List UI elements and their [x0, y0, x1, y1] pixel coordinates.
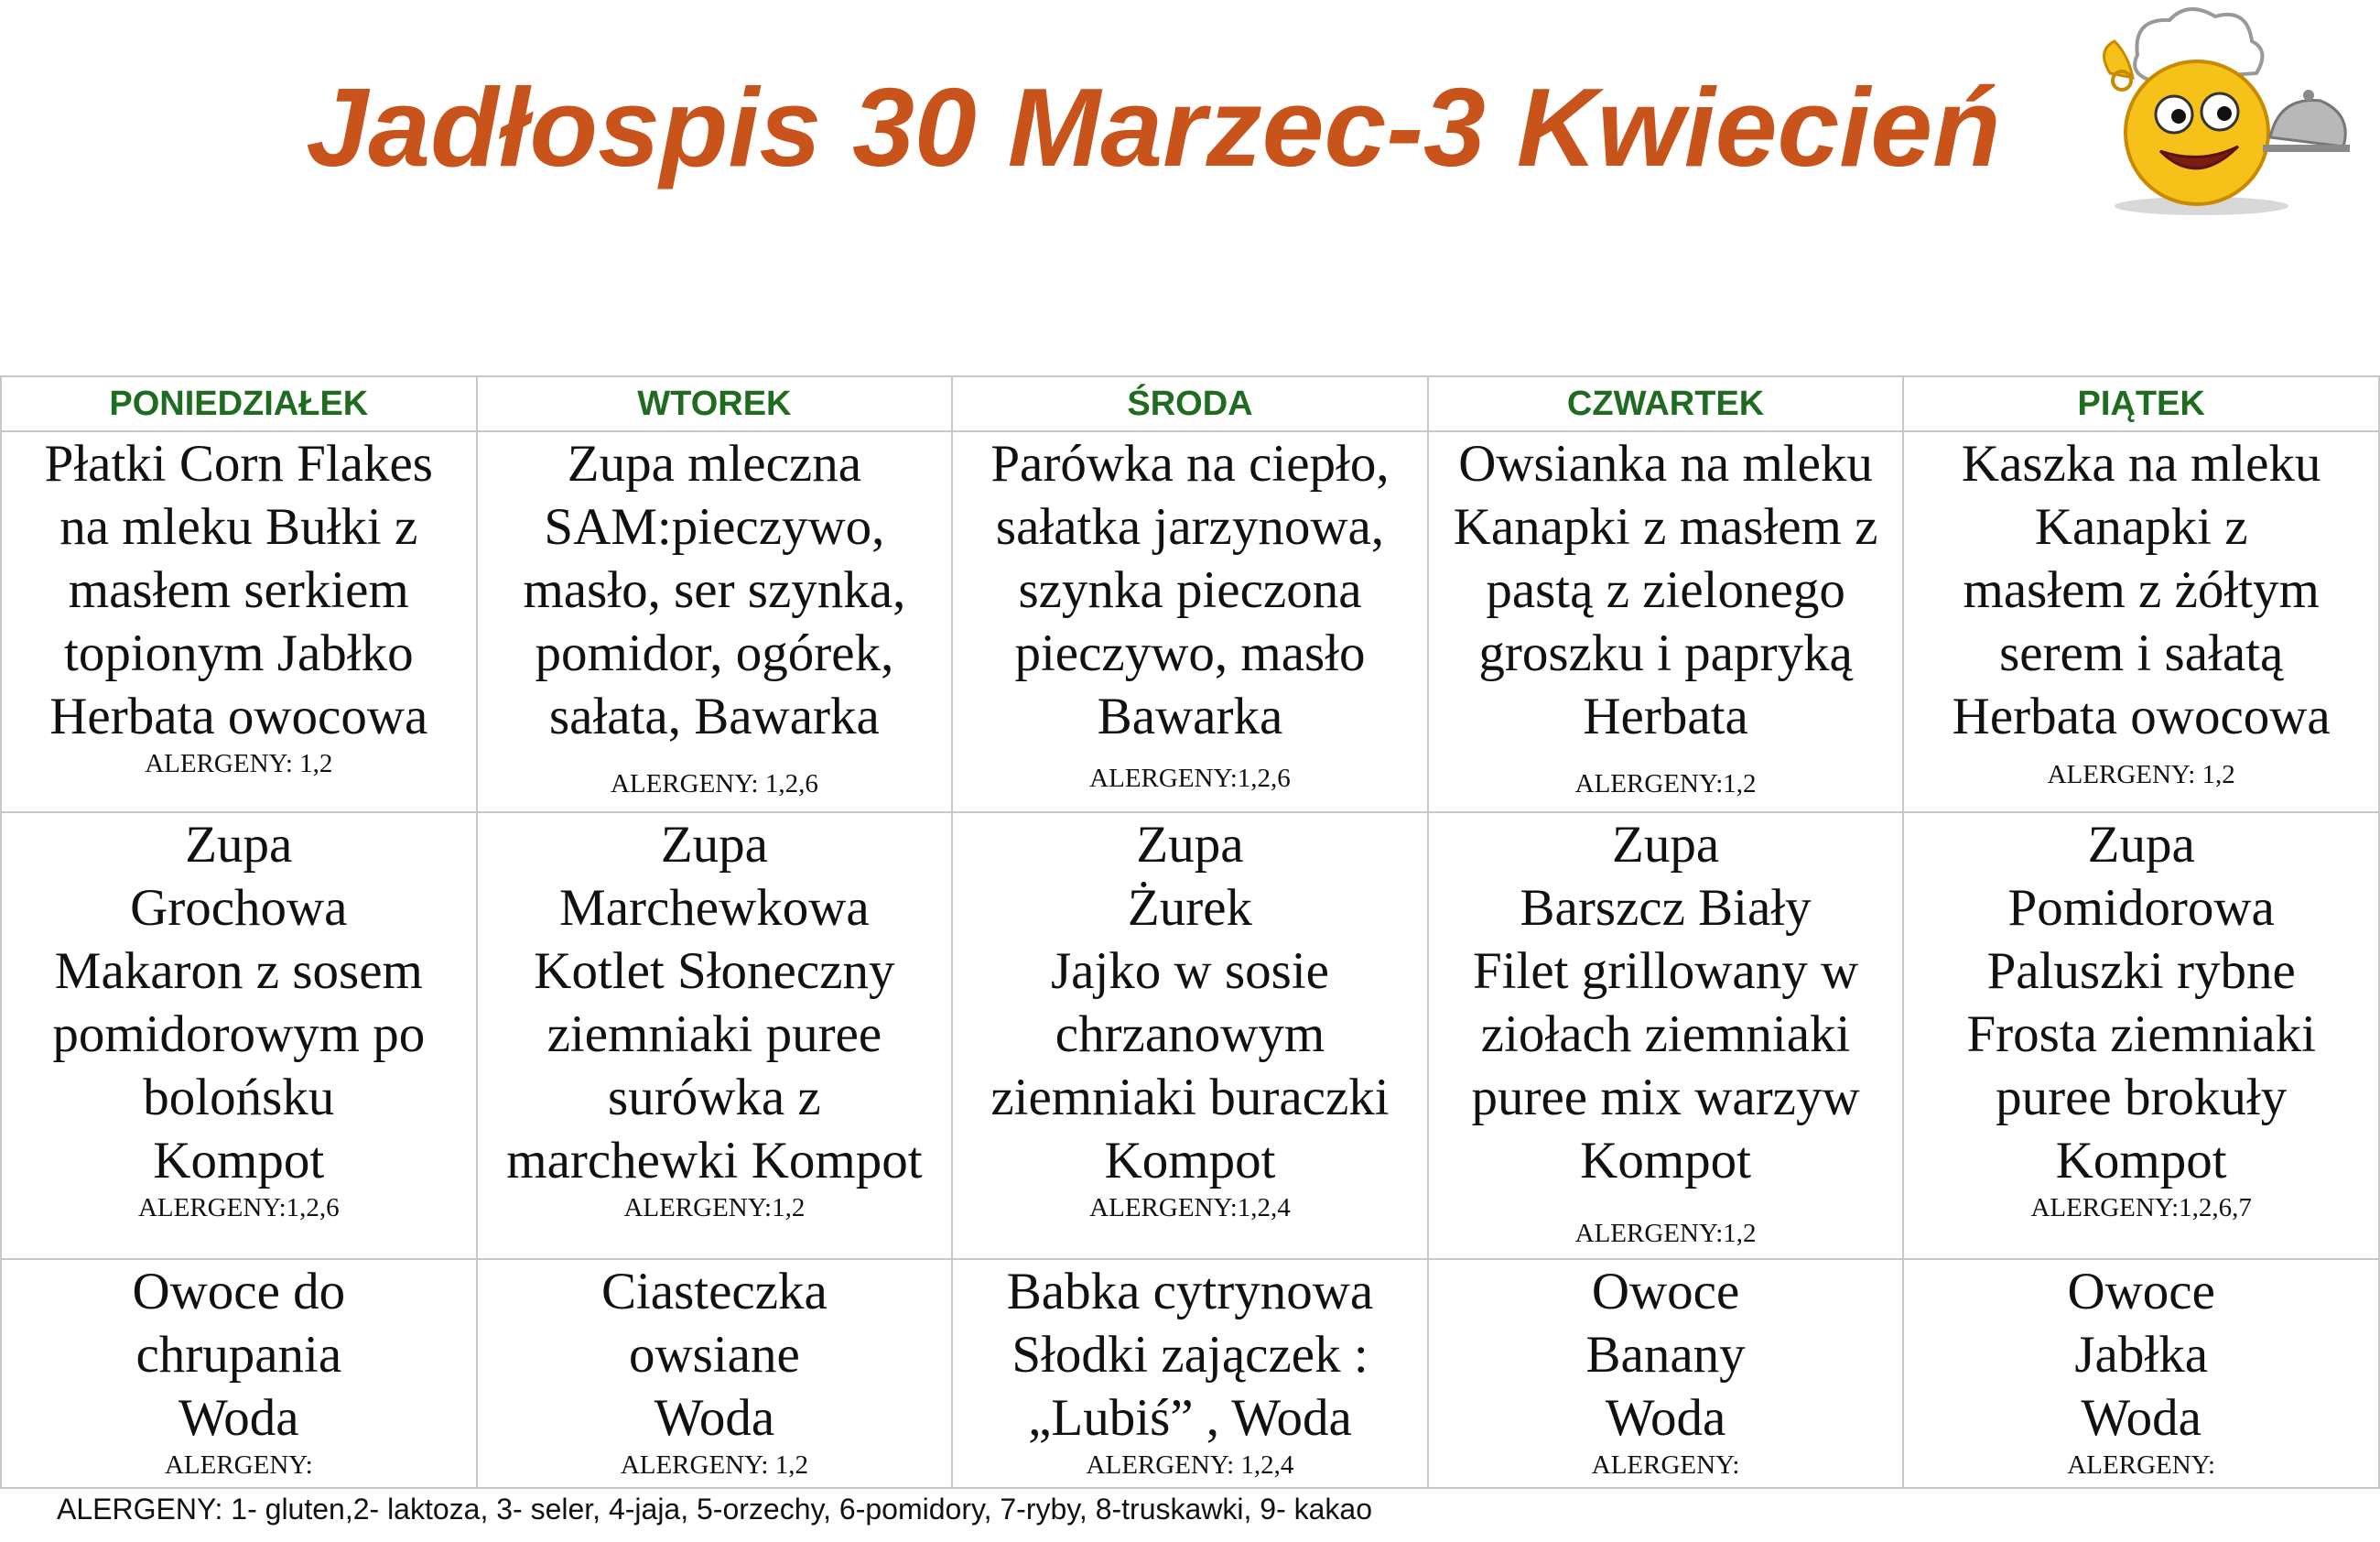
- allergens-label: ALERGENY:1,2,6: [1089, 764, 1291, 793]
- dish-text: Zupa Marchewkowa Kotlet Słoneczny ziemniaki puree surówka z marchewki Kompot: [506, 816, 923, 1189]
- day-header-thursday: CZWARTEK: [1428, 376, 1904, 431]
- dish-text: Zupa Pomidorowa Paluszki rybne Frosta ziemniaki puree brokuły Kompot: [1966, 816, 2316, 1189]
- allergens-label: ALERGENY: 1,2,4: [1086, 1450, 1294, 1480]
- dish-text: Zupa Żurek Jajko w sosie chrzanowym ziemniaki buraczki Kompot: [990, 816, 1390, 1189]
- allergens-label: ALERGENY:: [2067, 1450, 2216, 1480]
- dish-text: Płatki Corn Flakes na mleku Bułki z masłem serkiem topionym Jabłko Herbata owocowa: [44, 435, 433, 745]
- dish-text: Owoce Banany Woda: [1585, 1263, 1746, 1447]
- allergens-label: ALERGENY:: [164, 1450, 313, 1480]
- allergens-label: ALERGENY:1,2,6: [137, 1193, 340, 1222]
- allergens-label: ALERGENY:1,2,6,7: [2030, 1193, 2252, 1222]
- chef-smiley-icon: [2050, 0, 2362, 220]
- meal-cell: [952, 812, 1428, 1259]
- lunch-row: [1, 812, 2379, 1259]
- allergens-label: ALERGENY: 1,2,6: [610, 769, 818, 798]
- day-header-monday: PONIEDZIAŁEK: [1, 376, 477, 431]
- allergens-label: ALERGENY:: [1591, 1450, 1740, 1480]
- dish-text: Owoce Jabłka Woda: [2067, 1263, 2215, 1447]
- dish-text: Owsianka na mleku Kanapki z masłem z pastą z zielonego groszku i papryką Herbata: [1453, 435, 1878, 745]
- dish-text: Zupa mleczna SAM:pieczywo, masło, ser szynka, pomidor, ogórek, sałata, Bawarka: [523, 435, 906, 745]
- day-header-wednesday: ŚRODA: [952, 376, 1428, 431]
- meal-cell: [1, 431, 477, 812]
- menu-table: [0, 375, 2380, 1489]
- meal-cell: [477, 812, 953, 1259]
- allergens-label: ALERGENY: 1,2: [620, 1450, 808, 1480]
- allergens-label: ALERGENY: 1,2: [2047, 760, 2235, 789]
- allergens-label: ALERGENY: 1,2: [145, 749, 333, 778]
- dish-text: Kaszka na mleku Kanapki z masłem z żółtym serem i sałatą Herbata owocowa: [1952, 435, 2331, 745]
- days-header-row: [1, 376, 2379, 431]
- meal-cell: [1, 812, 477, 1259]
- allergens-label: ALERGENY:1,2: [623, 1193, 806, 1222]
- dish-text: Ciasteczka owsiane Woda: [600, 1263, 828, 1447]
- snack-row: [1, 1259, 2379, 1488]
- day-header-friday: PIĄTEK: [1903, 376, 2379, 431]
- meal-cell: [1428, 431, 1904, 812]
- meal-cell: [477, 1259, 953, 1488]
- meal-cell: [477, 431, 953, 812]
- day-header-tuesday: WTOREK: [477, 376, 953, 431]
- allergens-legend: ALERGENY: 1- gluten,2- laktoza, 3- seler, 4-jaja, 5-orzechy, 6-pomidory, 7-ryby, 8-truskawki, 9- kakao: [57, 1493, 1373, 1526]
- meal-cell: [1903, 1259, 2379, 1488]
- dish-text: Zupa Grochowa Makaron z sosem pomidorowym po bolońsku Kompot: [52, 816, 426, 1189]
- page-title: Jadłospis 30 Marzec-3 Kwiecień: [306, 65, 2001, 190]
- meal-cell: [1903, 431, 2379, 812]
- dish-text: Parówka na ciepło, sałatka jarzynowa, szynka pieczona pieczywo, masło Bawarka: [990, 435, 1390, 745]
- meal-cell: [1428, 1259, 1904, 1488]
- allergens-label: ALERGENY:1,2: [1574, 1219, 1757, 1248]
- dish-text: Babka cytrynowa Słodki zajączek : „Lubiś” , Woda: [1006, 1263, 1374, 1447]
- allergens-label: ALERGENY:1,2,4: [1089, 1193, 1291, 1222]
- dish-text: Zupa Barszcz Biały Filet grillowany w ziołach ziemniaki puree mix warzyw Kompot: [1471, 816, 1860, 1189]
- meal-cell: [1, 1259, 477, 1488]
- meal-cell: [952, 1259, 1428, 1488]
- meal-cell: [1428, 812, 1904, 1259]
- dish-text: Owoce do chrupania Woda: [132, 1263, 346, 1447]
- meal-cell: [952, 431, 1428, 812]
- allergens-label: ALERGENY:1,2: [1574, 769, 1757, 798]
- meal-cell: [1903, 812, 2379, 1259]
- breakfast-row: [1, 431, 2379, 812]
